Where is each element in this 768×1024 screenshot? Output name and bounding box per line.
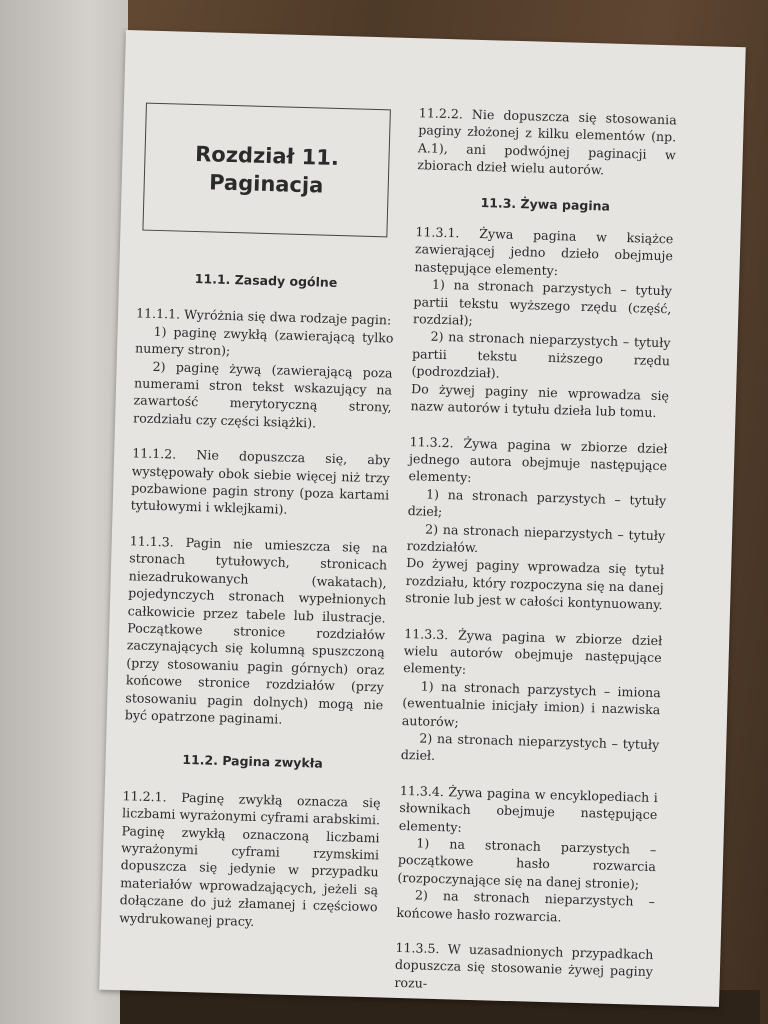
paragraph-11-1-3 <box>125 532 388 731</box>
paragraph-text: 11.1.3. Pagin nie umieszcza się na stronach tytułowych, stronicach niezadrukowanych (wakatach), pojedynczych stronach wypełnionych całkowicie przez tabele lub ilustracje. Początkowe stronice rozdziałów zaczynających się kolumną spuszczoną (przy stosowaniu pagin górnych) oraz końcowe stronice rozdziałów (przy stosowaniu pagin dolnych) mogą nie być opatrzone paginami. <box>124 533 388 727</box>
list-item: 1) na stronach parzystych – tytuły partii tekstu wyższego rzędu (część, rozdział); <box>412 276 673 328</box>
paragraph-11-3-4 <box>396 782 658 928</box>
paragraph-text: 11.1.2. Nie dopuszcza się, aby występowały obok siebie więcej niż trzy pozbawione pagin strony (poza kartami tytułowymi i wklejkami). <box>130 445 391 518</box>
list-item: 1) na stronach parzystych – początkowe hasło rozwarcia (rozpoczynające się na danej stronie); <box>397 835 657 892</box>
paragraph-text: 11.2.2. Nie dopuszcza się stosowania paginy złożonej z kilku elementów (np. A.1), ani podwójnej paginacji w zbiorach dzieł wielu autorów. <box>417 105 677 178</box>
paragraph-intro: 11.3.1. Żywa pagina w książce zawierającej jedno dzieło obejmuje następujące elementy: <box>414 224 674 278</box>
paragraph-11-3-3 <box>401 625 663 771</box>
list-item: 1) na stronach parzystych – tytuły dzieł; <box>407 486 667 520</box>
section-heading-11-3: 11.3. Żywa pagina <box>480 194 611 214</box>
list-item: 2) na stronach nieparzystych – końcowe hasło rozwarcia. <box>396 887 656 925</box>
chapter-title: Paginacja <box>208 170 324 198</box>
list-item: 2) na stronach nieparzystych – tytuły rozdziałów. <box>406 521 666 555</box>
right-column <box>394 104 677 1016</box>
left-column <box>118 268 395 951</box>
paragraph-text: 11.3.5. W uzasadnionych przypadkach dopuszcza się stosowanie żywej paginy rozu- <box>394 939 654 991</box>
paragraph-11-3-5 <box>394 939 653 998</box>
list-item: 2) na stronach nieparzystych – tytuły partii tekstu niższego rzędu (podrozdział). <box>411 329 671 381</box>
book-page <box>99 30 746 1007</box>
section-heading-11-1: 11.1. Zasady ogólne <box>194 271 338 290</box>
paragraph-11-3-1 <box>410 223 673 422</box>
chapter-title-box <box>142 103 390 238</box>
paragraph-intro: 11.3.2. Żywa pagina w zbiorze dzieł jednego autora obejmuje następujące elementy: <box>408 433 668 486</box>
paragraph-intro: 11.3.4. Żywa pagina w encyklopediach i słownikach obejmuje następujące elementy: <box>398 782 658 835</box>
paragraph-text: Do żywej paginy nie wprowadza się nazw autorów i tytułu dzieła lub tomu. <box>410 380 670 421</box>
list-item: 1) paginę zwykłą (zawierającą tylko numery stron); <box>134 323 394 359</box>
paragraph-11-3-2 <box>405 433 668 614</box>
paragraph-11-2-1 <box>119 787 381 933</box>
paragraph-11-1-1 <box>133 305 394 434</box>
paragraph-11-2-2 <box>417 104 677 181</box>
paragraph-11-1-2 <box>130 445 390 522</box>
list-item: 1) na stronach parzystych – imiona (ewentualnie inicjały imion) i nazwiska autorów; <box>401 678 661 730</box>
chapter-number: Rozdział 11. <box>194 141 340 170</box>
paragraph-text: 11.2.1. Paginę zwykłą oznacza się liczbami wyrażonymi cyframi arabskimi. Paginę zwykłą oznaczoną liczbami wyrażonymi cyframi rzymskimi dopuszcza się jedynie w przypadku materiałów wprowadzających, jeżeli są dołączane do już złamanej i częściowo wydrukowanej pracy. <box>119 787 381 929</box>
paragraph-intro: 11.3.3. Żywa pagina w zbiorze dzieł wielu autorów obejmuje następujące elementy: <box>403 625 663 678</box>
list-item: 2) paginę żywą (zawierającą poza numerami stron tekst wskazujący na zawartość merytoryczną strony, rozdziału czy części książki). <box>132 358 393 431</box>
section-heading-11-2: 11.2. Pagina zwykła <box>182 752 324 772</box>
paragraph-intro: 11.1.1. Wyróżnia się dwa rodzaje pagin: <box>135 305 392 328</box>
list-item: 2) na stronach nieparzystych – tytuły dzieł. <box>400 730 660 764</box>
paragraph-text: Do żywej paginy wprowadza się tytuł rozdziału, który rozpoczyna się na danej stronie lub jest w całości kontynuowany. <box>405 555 665 613</box>
